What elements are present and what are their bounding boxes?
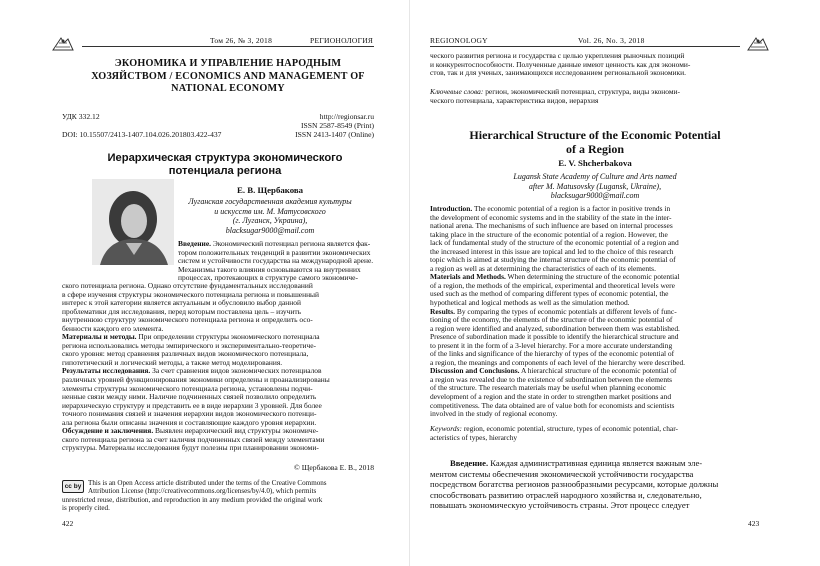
abstract-line: проблематики для исследования, перед которым поставлена цель – изучить (62, 306, 301, 316)
issn-online: ISSN 2413-1407 (Online) (295, 130, 374, 139)
abstract-line: интерес к этой категории является актуальным и обусловило выбор данной (62, 298, 301, 308)
title-en-line: of a Region (566, 142, 624, 156)
abstract-en-line: taking place in the structure of the economic potential of a region. However, the (430, 229, 668, 239)
keywords-en-text: region, economic potential, structure, types of economic potential, char- (461, 424, 679, 433)
main-text-line: посредством богатства регионов разнообразными ресурсами, которые должны (430, 479, 719, 490)
keywords-en-label: Keywords: (430, 424, 462, 433)
abstract-en-line: the increased interest in this issue are topical and led to the choice of this research (430, 246, 674, 256)
affiliation-ru-line: Луганская государственная академия культуры (188, 197, 352, 206)
abstract-en-line: development of a region and the state in order to strengthen market positions and (430, 392, 672, 402)
abstract-line: в сфере изучения структуры экономического потенциала региона и повышенный (62, 289, 320, 299)
copyright: © Щербакова Е. В., 2018 (294, 463, 374, 472)
affiliation-ru-line: и искусств им. М. Матусовского (214, 206, 326, 216)
abstract-en-line: the development of economic systems and in the stability of the state in the inter- (430, 212, 672, 222)
abstract-en-line: The economic potential of a region is a factor in positive trends in (472, 204, 671, 213)
results-line: точного понимания связей и значения иерархии видов экономического потенци- (62, 409, 317, 419)
journal-logo-icon (50, 34, 76, 54)
keywords-ru-line2: ческого потенциала, характеристика видов, иерархия (430, 95, 599, 105)
keywords-ru (430, 88, 760, 105)
author-ru: Е. В. Щербакова (236, 185, 304, 195)
doi: DOI: 10.15507/2413-1407.104.026.201803.422-437 (62, 130, 222, 139)
methods-line: При определении структуры экономического потенциала (136, 332, 320, 342)
main-text (430, 458, 760, 511)
abstract-line: Механизмы такого влияния основываются на внутренних (178, 264, 361, 274)
license-text-bottom (62, 496, 374, 513)
keywords-ru-label: Ключевые слова: (430, 87, 484, 96)
abstract-en-line: involved in the study of regional economy. (430, 409, 558, 419)
keywords-en-line2: acteristics of types, hierarchy (430, 432, 518, 442)
intro-label: Введение. (178, 239, 211, 248)
author-photo (92, 179, 174, 265)
results-line: За счет сравнения видов экономических потенциалов (150, 366, 322, 376)
header-rule (430, 46, 740, 47)
results-line: ненные связи между ними. Наличие подчиненных связей позволило определить (62, 392, 317, 402)
methods-line: ского уровня: метод сравнения различных видов экономического потенциала, (62, 349, 309, 359)
abstract-en-line: a region were identified and analyzed, subordination between them was established. (430, 323, 680, 333)
abstract-en-line: tioning of the economy, the elements of the structure of the economic potential of (430, 315, 673, 325)
title-en-line: Hierarchical Structure of the Economic Potential (469, 128, 721, 142)
article-title-en (450, 128, 740, 156)
results-label: Результаты исследования. (62, 366, 151, 376)
abstract-en-line: Presence of subordination made it possible to identify the hierarchical structure and (430, 332, 679, 342)
main-text-line: ментом системы обеспечения экономической устойчивости государства (430, 468, 694, 479)
continuation-line: ческого развития региона и государства с целью укрепления рыночных позиций (430, 51, 685, 60)
abstract-en-line: topic which is aimed at studying the internal structure of the economic potential of (430, 255, 676, 265)
cc-license-icon[interactable] (62, 480, 84, 493)
abstract-en-line: By comparing the types of economic potentials at different levels of func- (455, 306, 677, 316)
methods-line: гипотетический и логический методы, а также метод моделирования. (62, 357, 283, 367)
section-title: ЭКОНОМИКА И УПРАВЛЕНИЕ НАРОДНЫМ ХОЗЯЙСТВОМ / ECONOMICS AND MANAGEMENT OF NATIONAL ECONOMY (91, 58, 365, 94)
methods-label: Материалы и методы. (62, 332, 137, 342)
methods-line: региона использовались методы эмпирического и экспериментально-теоретиче- (62, 340, 317, 350)
journal-site: http://regionsar.ru (319, 112, 374, 121)
abstract-en-line: of the structure. The research materials may be useful when planning economic (430, 383, 667, 393)
main-text-label: Введение. (450, 458, 489, 468)
license-text-top (88, 479, 374, 496)
udc: УДК 332.12 (62, 112, 100, 121)
affiliation-ru (180, 197, 360, 235)
abstract-line: ского потенциала региона. Однако отсутствие фундаментальных исследований (62, 281, 313, 290)
discussion-line: ского потенциала региона за счет наличия подчиненных связей между элементами (62, 434, 325, 444)
running-header-volume: Том 26, № 3, 2018 (210, 36, 273, 45)
abstract-line: внутреннюю структуру экономического потенциала региона и определить осо- (62, 315, 313, 325)
abstract-en-line: a region as well as at determining the characteristics of each of its elements. (430, 263, 656, 273)
license-line: This is an Open Access article distributed under the terms of the Creative Commons (88, 479, 327, 487)
abstract-ru-continuation (430, 52, 760, 78)
page-number-left: 422 (62, 519, 74, 528)
abstract-en-label: Materials and Methods. (430, 272, 506, 282)
running-header-volume-en: Vol. 26, No. 3, 2018 (578, 36, 645, 45)
affiliation-en-line: after M. Matusovsky (Lugansk, Ukraine), (528, 181, 662, 191)
email-en: blacksugar9000@mail.com (550, 191, 640, 201)
abstract-en-line: of the links and significance of the hierarchy of types of the economic potential of (430, 349, 675, 359)
abstract-en-line: a region was revealed due to the existence of subordination between the elements (430, 374, 673, 384)
abstract-en-line: competitiveness. The data obtained are of value both for economists and scientists (430, 400, 675, 410)
abstract-en-line: to present it in the form of a 3-level hierarchy. For a more accurate understanding (430, 340, 673, 350)
abstract-line: систем и устойчивости государства на международной арене. (178, 256, 374, 266)
results-line: иерархическую структуру и представить ее в виде иерархии 3 уровней. Для более (62, 400, 322, 410)
email-ru: blacksugar9000@mail.com (225, 225, 315, 235)
main-text-line: способствовать развитию отраслей народного хозяйства и, следовательно, (430, 489, 702, 500)
abstract-ru-body (62, 282, 374, 453)
affiliation-ru-line: (г. Луганск, Украина), (232, 216, 308, 226)
continuation-line: стов, так и для ученых, занимающихся исследованием региональной экономики. (430, 68, 686, 78)
header-rule (82, 46, 374, 47)
abstract-en-line: lack of fundamental study of the structure of the economic potential of a region and (430, 238, 679, 248)
license-line: unrestricted reuse, distribution, and reproduction in any medium provided the original work (62, 496, 323, 504)
discussion-label: Обсуждение и заключения. (62, 426, 154, 436)
abstract-line: бенности каждого его элемента. (62, 323, 164, 333)
keywords-en (430, 425, 760, 442)
abstract-en-line: A hierarchical structure of the economic potential of (519, 366, 677, 376)
running-header-section-en: REGIONOLOGY (430, 36, 488, 45)
main-text-line: повышать экономическую устойчивость страны. Этот процесс следует (430, 500, 690, 511)
abstract-en-line: national arena. The mechanisms of such influence are based on internal processes (430, 221, 673, 231)
abstract-en-line: used such as the method of comparing different types of economic potential, the (430, 289, 669, 299)
results-line: ала региона были описаны значения и составляющие каждого уровня иерархии. (62, 417, 317, 427)
abstract-en-line: of a region, the methods of the empirical, experimental and theoretical levels were (430, 280, 675, 290)
abstract-en-line: a region, the meanings and components of each level of the hierarchy were described. (430, 357, 686, 367)
discussion-line: Выявлен иерархический вид структуры экономиче- (153, 426, 319, 436)
abstract-en-line: hypothetical and logical methods as well as the simulation method. (430, 298, 630, 308)
keywords-ru-text: регион, экономический потенциал, структура, виды экономи- (483, 87, 681, 96)
author-en: E. V. Shcherbakova (558, 158, 632, 168)
abstract-en-label: Results. (430, 306, 455, 316)
main-text-line: Каждая административная единица является важным эле- (488, 458, 703, 468)
journal-logo-icon (745, 34, 771, 54)
intro-first-line: Экономический потенциал региона является фак- (210, 239, 371, 248)
page-number-right: 423 (748, 519, 760, 528)
article-title-ru: Иерархическая структура экономического потенциала региона (107, 152, 343, 177)
running-header-section: РЕГИОНОЛОГИЯ (310, 36, 374, 45)
right-page (410, 0, 820, 566)
abstract-en-line: When determining the structure of the economic potential (505, 272, 680, 282)
abstract-en (430, 205, 760, 419)
discussion-line: структуры. Материалы исследования будут полезны при планировании экономи- (62, 443, 319, 453)
issn-print: ISSN 2587-8549 (Print) (301, 121, 374, 130)
affiliation-en (450, 172, 740, 201)
license-line: is properly cited. (62, 504, 110, 513)
abstract-line: тором положительных тенденций в развитии экономических (178, 247, 371, 257)
abstract-intro-top (178, 240, 374, 283)
abstract-en-label: Introduction. (430, 204, 473, 213)
abstract-en-label: Discussion and Conclusions. (430, 366, 520, 376)
results-line: элементы структуры экономического потенциала региона, установлены подчи- (62, 383, 313, 393)
continuation-line: и конкурентоспособности. Полученные данные имеют ценность как для экономи- (430, 59, 691, 69)
license-line: Attribution License (http://creativecommons.org/licenses/by/4.0), which permits (88, 487, 317, 496)
results-line: различных уровней функционирования экономики определены и проанализированы (62, 375, 330, 385)
affiliation-en-line: Lugansk State Academy of Culture and Arts named (513, 172, 677, 181)
cc-badge-text: cc by (64, 483, 82, 490)
abstract-line: процессах, протекающих в структуре самого экономиче- (178, 273, 358, 283)
